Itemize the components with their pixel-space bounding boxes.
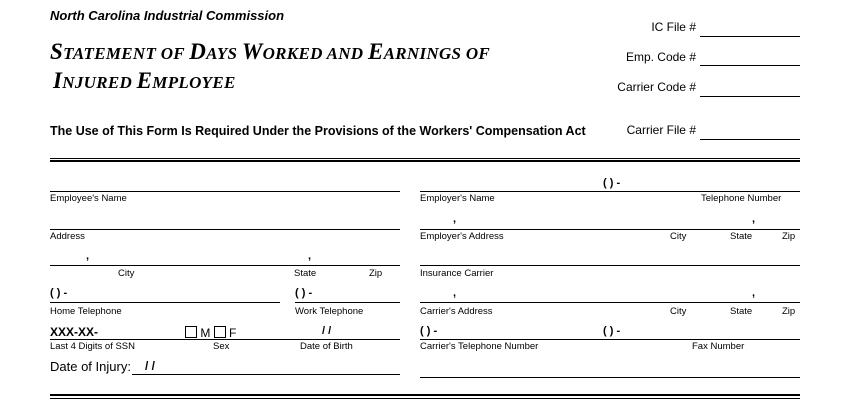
carrier-code-field[interactable] (700, 96, 800, 97)
employer-address-label: Employer's Address (420, 231, 504, 242)
carrier-file-label: Carrier File # (626, 123, 696, 137)
male-checkbox[interactable] (185, 326, 197, 338)
employer-address-comma1: , (453, 213, 457, 225)
carrier-address-comma1: , (453, 287, 457, 299)
header-rule (50, 158, 800, 162)
employer-name-label: Employer's Name (420, 193, 495, 204)
carrier-phone-label: Carrier's Telephone Number (420, 341, 539, 352)
form-title-line2: INJURED EMPLOYEE (53, 68, 236, 93)
carrier-zip-label: Zip (782, 306, 796, 317)
address-label: Address (50, 231, 85, 242)
work-phone-label: Work Telephone (295, 306, 364, 317)
city-comma: , (86, 250, 90, 262)
insurance-carrier-field[interactable] (420, 265, 800, 266)
dob-label: Date of Birth (300, 341, 353, 352)
employer-zip-label: Zip (782, 231, 796, 242)
employer-city-label: City (670, 231, 687, 242)
carrier-address-comma2: , (752, 287, 756, 299)
employer-address-field[interactable] (420, 229, 800, 230)
fax-number-label: Fax Number (692, 341, 745, 352)
employer-phone-value: ( ) - (603, 177, 621, 189)
female-label: F (229, 326, 237, 340)
carrier-address-field[interactable] (420, 302, 800, 303)
ssn-sex-dob-field[interactable] (50, 339, 400, 340)
zip-label: Zip (369, 268, 383, 279)
home-phone-label: Home Telephone (50, 306, 122, 317)
employer-state-label: State (730, 231, 753, 242)
blank-field[interactable] (420, 377, 800, 378)
male-label: M (200, 326, 211, 340)
employer-name-field[interactable] (420, 191, 800, 192)
employee-name-label: Employee's Name (50, 193, 127, 204)
employer-address-comma2: , (752, 213, 756, 225)
city-state-zip-field[interactable] (50, 265, 400, 266)
home-phone-value: ( ) - (50, 287, 68, 299)
sex-checkboxes (185, 326, 236, 340)
female-checkbox[interactable] (214, 326, 226, 338)
ic-file-label: IC File # (651, 20, 696, 34)
state-comma: , (308, 250, 312, 262)
home-phone-field[interactable] (50, 302, 280, 303)
emp-code-field[interactable] (700, 65, 800, 66)
state-label: State (294, 268, 317, 279)
carrier-file-field[interactable] (700, 139, 800, 140)
carrier-state-label: State (730, 306, 753, 317)
agency-name: North Carolina Industrial Commission (50, 8, 285, 23)
carrier-address-label: Carrier's Address (420, 306, 493, 317)
form-subtitle: The Use of This Form Is Required Under the Provisions of the Workers' Compensation Act (50, 124, 586, 138)
form-title-line1: STATEMENT OF DAYS WORKED AND EARNINGS OF (50, 39, 491, 64)
ic-file-field[interactable] (700, 36, 800, 37)
ssn-label: Last 4 Digits of SSN (50, 341, 136, 352)
fax-value: ( ) - (603, 325, 621, 337)
sex-label: Sex (213, 341, 230, 352)
date-of-injury-value: / / (145, 359, 156, 373)
ssn-value: XXX-XX- (50, 325, 99, 339)
work-phone-value: ( ) - (295, 287, 313, 299)
date-of-injury-label: Date of Injury: (50, 359, 131, 374)
carrier-phone-value: ( ) - (420, 325, 438, 337)
telephone-number-label: Telephone Number (701, 193, 782, 204)
carrier-code-label: Carrier Code # (617, 80, 696, 94)
carrier-phone-fax-field[interactable] (420, 339, 800, 340)
employee-name-field[interactable] (50, 191, 400, 192)
city-label: City (118, 268, 135, 279)
address-field[interactable] (50, 229, 400, 230)
dob-value: / / (322, 325, 332, 337)
insurance-carrier-label: Insurance Carrier (420, 268, 494, 279)
carrier-city-label: City (670, 306, 687, 317)
emp-code-label: Emp. Code # (625, 50, 696, 64)
footer-rule (50, 394, 800, 399)
date-of-injury-field[interactable] (132, 374, 400, 375)
work-phone-field[interactable] (295, 302, 400, 303)
